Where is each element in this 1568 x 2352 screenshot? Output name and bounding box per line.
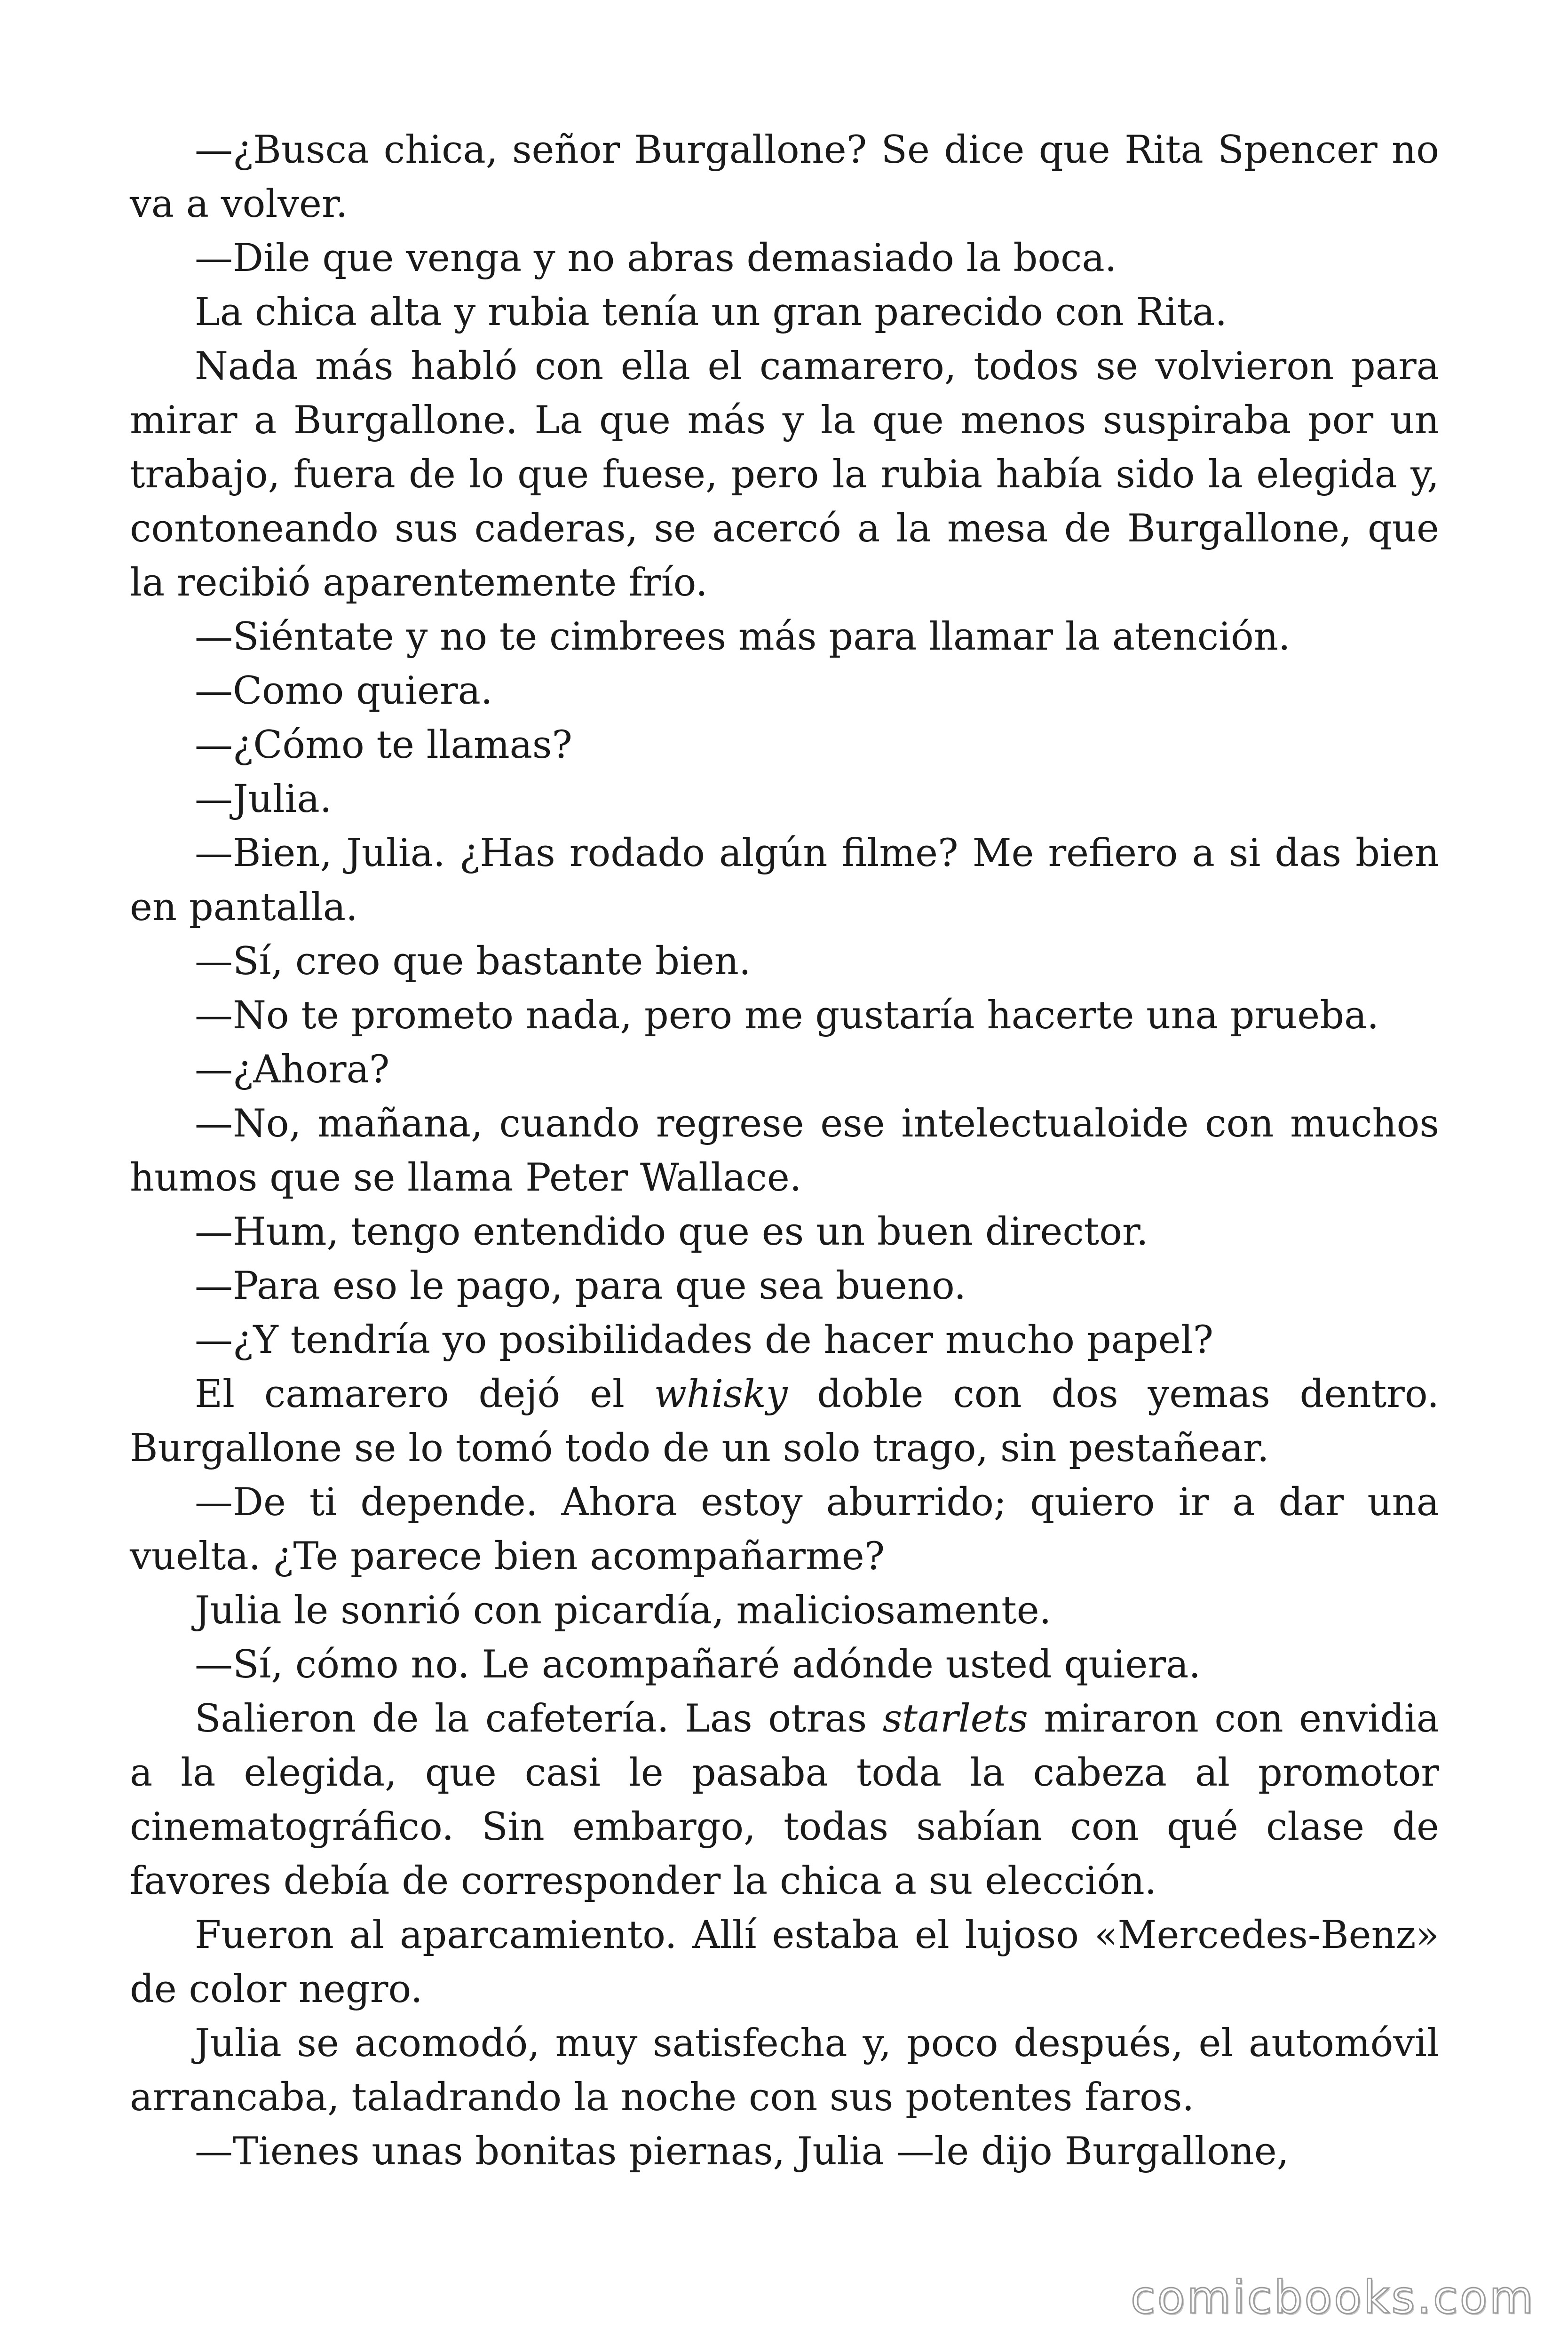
paragraph-text: miraron con envidia a la elegida, que casi le pasaba toda la cabeza al promotor cinematográfico. Sin embargo, todas sabían con qué clase de favores debía de corresponder la chica a su elección. bbox=[130, 1697, 1439, 1903]
paragraph bbox=[130, 935, 1439, 989]
paragraph-text: —Julia. bbox=[195, 777, 332, 821]
paragraph bbox=[130, 231, 1439, 286]
paragraph bbox=[130, 1259, 1439, 1313]
paragraph-text: La chica alta y rubia tenía un gran parecido con Rita. bbox=[195, 290, 1227, 334]
paragraph bbox=[130, 718, 1439, 772]
paragraph bbox=[130, 123, 1439, 231]
paragraph bbox=[130, 1367, 1439, 1476]
page-text bbox=[130, 123, 1439, 2179]
paragraph-text: doble con dos yemas dentro. Burgallone se lo tomó todo de un solo trago, sin pestañear. bbox=[130, 1372, 1439, 1470]
paragraph bbox=[130, 286, 1439, 340]
paragraph bbox=[130, 664, 1439, 718]
paragraph bbox=[130, 340, 1439, 610]
paragraph bbox=[130, 1043, 1439, 1097]
paragraph-text: —Bien, Julia. ¿Has rodado algún filme? Me refiero a si das bien en pantalla. bbox=[130, 831, 1439, 930]
paragraph-text: Nada más habló con ella el camarero, todos se volvieron para mirar a Burgallone. La que más y la que menos suspiraba por un trabajo, fuera de lo que fuese, pero la rubia había sido la elegida y, contoneando sus caderas, se acercó a la mesa de Burgallone, que la recibió aparentemente frío. bbox=[130, 344, 1439, 605]
paragraph-text: El camarero dejó el bbox=[195, 1372, 654, 1416]
paragraph bbox=[130, 989, 1439, 1043]
paragraph bbox=[130, 2125, 1439, 2179]
paragraph-text: —Hum, tengo entendido que es un buen director. bbox=[195, 1210, 1148, 1254]
paragraph-text: Julia se acomodó, muy satisfecha y, poco después, el automóvil arrancaba, taladrando la noche con sus potentes faros. bbox=[130, 2021, 1439, 2120]
paragraph bbox=[130, 772, 1439, 826]
paragraph-text: —¿Y tendría yo posibilidades de hacer mucho papel? bbox=[195, 1318, 1214, 1362]
italic-term: whisky bbox=[654, 1372, 788, 1416]
paragraph-text: Julia le sonrió con picardía, maliciosamente. bbox=[195, 1589, 1052, 1633]
paragraph bbox=[130, 1097, 1439, 1205]
paragraph-text: —¿Cómo te llamas? bbox=[195, 723, 572, 767]
paragraph-text: —Para eso le pago, para que sea bueno. bbox=[195, 1264, 966, 1308]
paragraph-text: —Dile que venga y no abras demasiado la boca. bbox=[195, 236, 1117, 280]
paragraph-text: —Tienes unas bonitas piernas, Julia —le dijo Burgallone, bbox=[195, 2130, 1289, 2174]
paragraph bbox=[130, 610, 1439, 664]
watermark: comicbooks.com bbox=[1130, 2271, 1535, 2324]
paragraph-text: —Sí, cómo no. Le acompañaré adónde usted quiera. bbox=[195, 1643, 1201, 1687]
paragraph-text: —Sí, creo que bastante bien. bbox=[195, 939, 751, 984]
paragraph bbox=[130, 1692, 1439, 1908]
paragraph-text: —De ti depende. Ahora estoy aburrido; quiero ir a dar una vuelta. ¿Te parece bien acompañarme? bbox=[130, 1480, 1439, 1579]
paragraph bbox=[130, 1313, 1439, 1367]
paragraph bbox=[130, 826, 1439, 935]
italic-term: starlets bbox=[882, 1697, 1028, 1741]
paragraph-text: —Siéntate y no te cimbrees más para llamar la atención. bbox=[195, 615, 1291, 659]
paragraph bbox=[130, 2017, 1439, 2125]
paragraph-text: Fueron al aparcamiento. Allí estaba el lujoso «Mercedes-Benz» de color negro. bbox=[130, 1913, 1439, 2011]
paragraph bbox=[130, 1638, 1439, 1692]
paragraph bbox=[130, 1584, 1439, 1638]
paragraph bbox=[130, 1205, 1439, 1259]
paragraph-text: —Como quiera. bbox=[195, 669, 493, 713]
paragraph bbox=[130, 1476, 1439, 1584]
paragraph-text: —No, mañana, cuando regrese ese intelectualoide con muchos humos que se llama Peter Wallace. bbox=[130, 1102, 1439, 1200]
paragraph bbox=[130, 1908, 1439, 2017]
paragraph-text: —¿Busca chica, señor Burgallone? Se dice que Rita Spencer no va a volver. bbox=[130, 128, 1439, 226]
paragraph-text: —No te prometo nada, pero me gustaría hacerte una prueba. bbox=[195, 993, 1379, 1038]
paragraph-text: Salieron de la cafetería. Las otras bbox=[195, 1697, 883, 1741]
paragraph-text: —¿Ahora? bbox=[195, 1048, 390, 1092]
